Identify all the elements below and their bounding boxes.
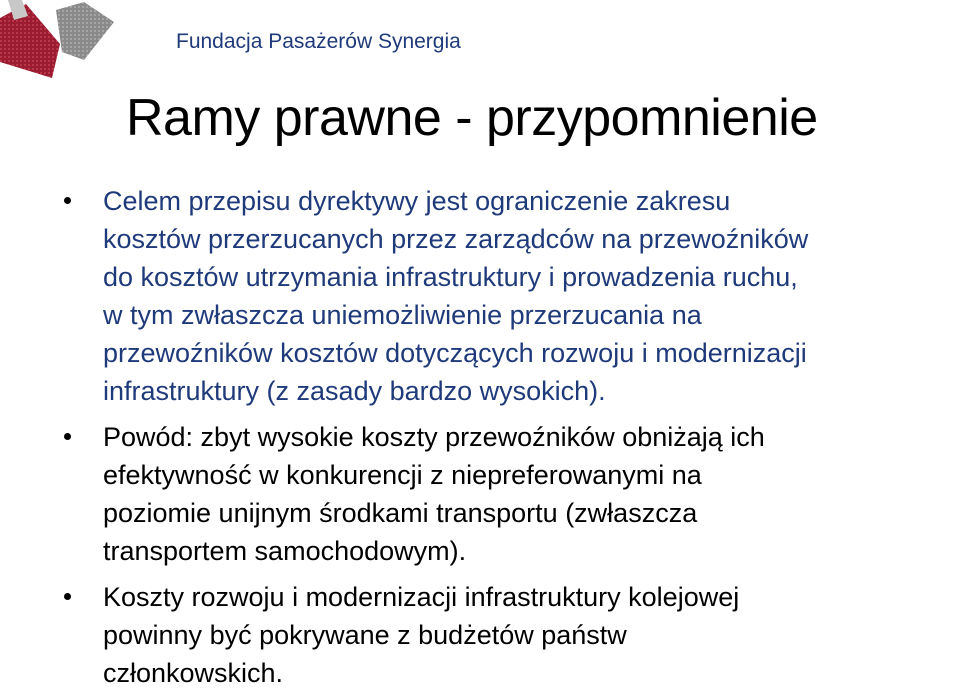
bullet-line: Koszty rozwoju i modernizacji infrastruktury kolejowej xyxy=(103,582,740,612)
bullet-line: do kosztów utrzymania infrastruktury i prowadzenia ruchu, xyxy=(103,262,798,292)
bullet-line: poziomie unijnym środkami transportu (zwłaszcza xyxy=(103,498,698,528)
slide-title: Ramy prawne - przypomnienie xyxy=(126,89,818,147)
bullet-item xyxy=(0,418,960,570)
bullet-line: transportem samochodowym). xyxy=(103,536,467,566)
bullet-line: członkowskich. xyxy=(103,658,284,688)
bullet-line: Celem przepisu dyrektywy jest ograniczenie zakresu xyxy=(103,186,731,216)
bullet-line: przewoźników kosztów dotyczących rozwoju i modernizacji xyxy=(103,338,807,368)
bullet-list xyxy=(0,182,960,700)
bullet-dot-icon xyxy=(64,433,71,440)
bullet-line: Powód: zbyt wysokie koszty przewoźników obniżają ich xyxy=(103,422,765,452)
bullet-line: infrastruktury (z zasady bardzo wysokich). xyxy=(103,376,606,406)
bullet-dot-icon xyxy=(64,197,71,204)
organization-name: Fundacja Pasażerów Synergia xyxy=(176,30,461,53)
bullet-line: kosztów przerzucanych przez zarządców na przewoźników xyxy=(103,224,809,254)
bullet-item xyxy=(0,578,960,692)
bullet-line: efektywność w konkurencji z niepreferowanymi na xyxy=(103,460,702,490)
bullet-line: w tym zwłaszcza uniemożliwienie przerzucania na xyxy=(103,300,702,330)
bullet-item xyxy=(0,182,960,410)
bullet-line: powinny być pokrywane z budżetów państw xyxy=(103,620,627,650)
synergia-logo-icon xyxy=(0,0,118,80)
bullet-dot-icon xyxy=(64,593,71,600)
